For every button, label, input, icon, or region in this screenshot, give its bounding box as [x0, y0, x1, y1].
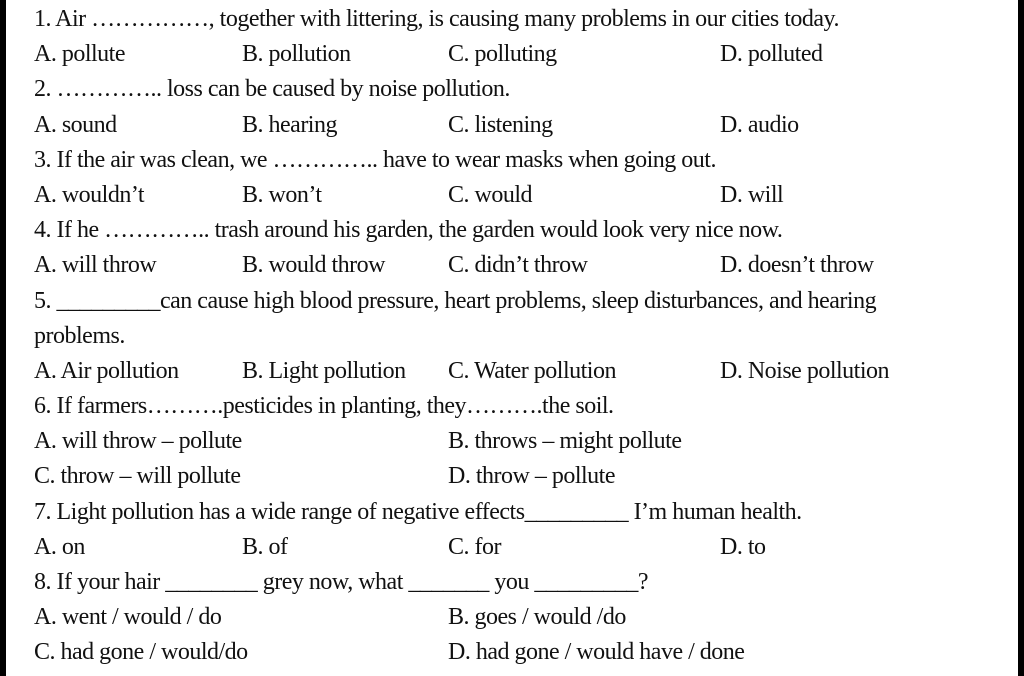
option-b: B. throws – might pollute [448, 428, 682, 455]
question-5-options [34, 354, 1014, 389]
question-7-options [34, 530, 1014, 565]
option-c: C. would [448, 181, 533, 208]
option-c: C. didn’t throw [448, 252, 588, 279]
option-b: B. Light pollution [242, 357, 406, 384]
option-a: A. went / would / do [34, 604, 222, 631]
option-a: A. Air pollution [34, 357, 179, 384]
option-c: C. polluting [448, 41, 557, 68]
exercise-list [34, 2, 1014, 671]
option-d: D. had gone / would have / done [448, 639, 745, 666]
option-d: D. Noise pollution [720, 357, 889, 384]
option-a: A. pollute [34, 41, 125, 68]
option-c: C. throw – will pollute [34, 463, 241, 490]
option-b: B. goes / would /do [448, 604, 626, 631]
option-a: A. will throw [34, 252, 157, 279]
question-8-stem: 8. If your hair ________ grey now, what _______ you _________? [34, 569, 649, 595]
option-a: A. will throw – pollute [34, 428, 242, 455]
question-4-options [34, 248, 1014, 283]
option-d: D. polluted [720, 41, 823, 68]
option-d: D. will [720, 181, 784, 208]
question-2-stem: 2. ………….. loss can be caused by noise pollution. [34, 76, 510, 103]
worksheet-page [6, 0, 1018, 676]
question-6-stem: 6. If farmers……….pesticides in planting, they……….the soil. [34, 393, 614, 420]
option-d: D. doesn’t throw [720, 252, 874, 279]
option-b: B. of [242, 533, 288, 560]
option-d: D. throw – pollute [448, 463, 615, 490]
option-b: B. won’t [242, 181, 322, 208]
option-b: B. pollution [242, 41, 351, 68]
option-c: C. had gone / would/do [34, 639, 248, 666]
question-8-options-row-2 [34, 635, 1014, 670]
question-3-stem: 3. If the air was clean, we ………….. have to wear masks when going out. [34, 146, 716, 173]
question-8-options-row-1 [34, 600, 1014, 635]
question-7-stem: 7. Light pollution has a wide range of negative effects_________ I’m human health. [34, 498, 802, 525]
option-c: C. Water pollution [448, 357, 616, 384]
question-3-options [34, 178, 1014, 213]
option-b: B. hearing [242, 111, 337, 138]
question-1-stem: 1. Air ……………, together with littering, is causing many problems in our cities today. [34, 6, 839, 32]
question-4-stem: 4. If he ………….. trash around his garden, the garden would look very nice now. [34, 217, 783, 244]
question-5-stem-line-2: problems. [34, 322, 125, 349]
option-a: A. sound [34, 111, 117, 138]
question-2-options [34, 108, 1014, 143]
question-1-options [34, 37, 1014, 72]
question-6-options-row-2 [34, 459, 1014, 494]
question-6-options-row-1 [34, 424, 1014, 459]
option-a: A. on [34, 533, 85, 560]
option-b: B. would throw [242, 252, 385, 279]
option-a: A. wouldn’t [34, 181, 145, 208]
option-d: D. to [720, 533, 766, 560]
option-c: C. for [448, 533, 501, 560]
option-c: C. listening [448, 111, 553, 138]
option-d: D. audio [720, 111, 799, 138]
question-5-stem-line-1: 5. _________can cause high blood pressure, heart problems, sleep disturbances, and hearing [34, 287, 877, 314]
